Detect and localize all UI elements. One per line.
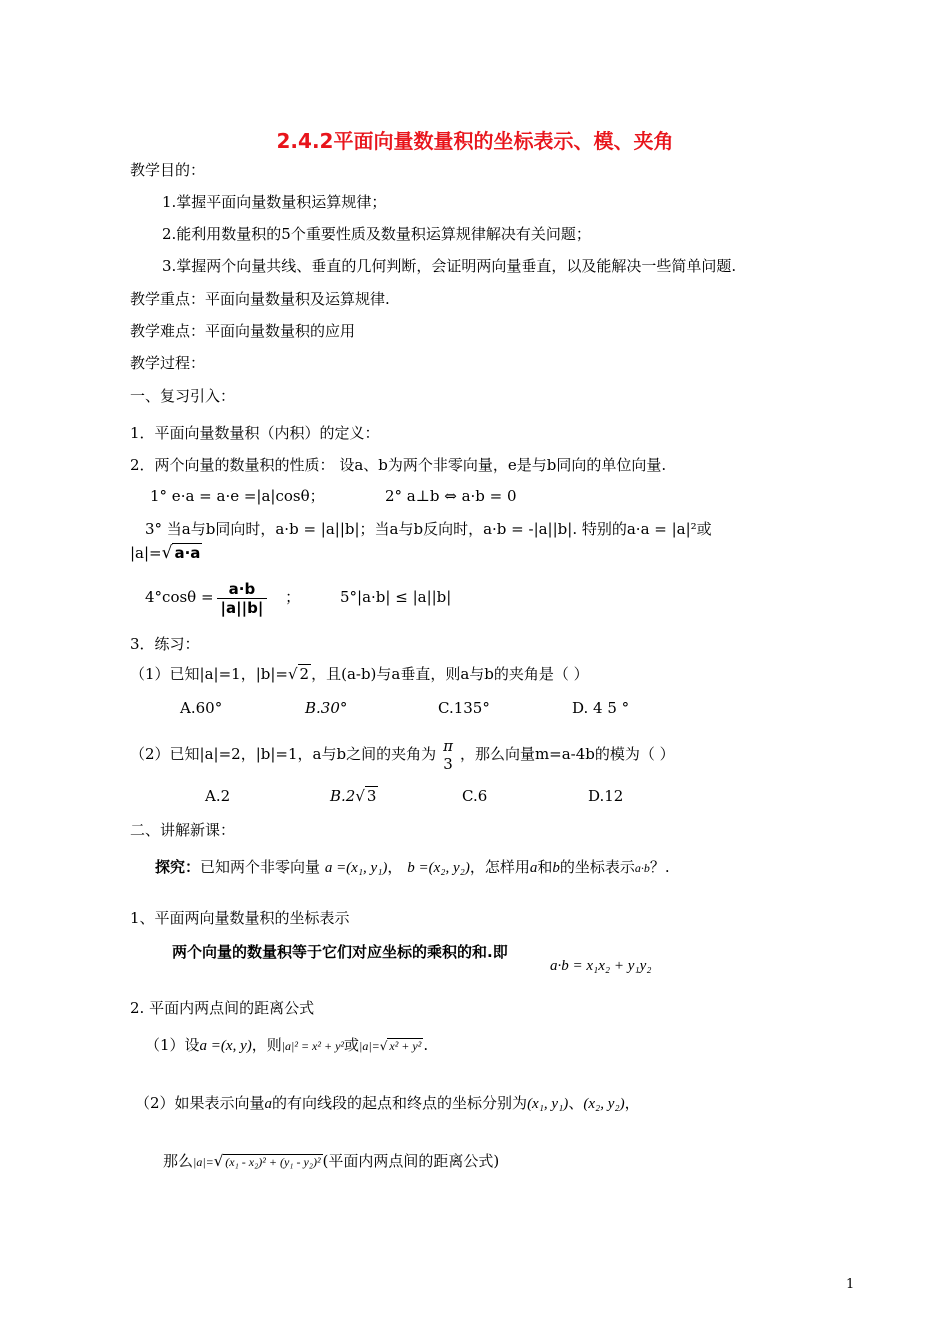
question-2-numerator: π: [443, 737, 453, 755]
process-heading: 教学过程：: [130, 354, 206, 372]
q2-option-b-label: B.2: [330, 787, 356, 805]
new-lesson-heading: 二、讲解新课：: [130, 821, 236, 839]
properties-intro: 2．两个向量的数量积的性质： 设a、b为两个非零向量，e是与b同向的单位向量.: [130, 456, 667, 474]
question-2-part-b: ，那么向量m=a-4b的模为（ ）: [459, 745, 675, 763]
s2-1-vector: a =(x, y): [199, 1038, 252, 1054]
property-4-lhs: 4°cosθ =: [145, 588, 214, 606]
section-2-item-3: 那么|a|=√ (x₁ - x₂)² + (y₁ - y₂)² (平面内两点间的距离公式): [163, 1152, 500, 1170]
s2-1-formula-2-radicand: x² + y²: [389, 1039, 422, 1053]
property-3-modulus: |a|=√ a·a: [130, 543, 201, 563]
objective-item-3: 3.掌握两个向量共线、垂直的几何判断，会证明两向量垂直，以及能解决一些简单问题.: [162, 257, 737, 275]
page-number: 1: [846, 1277, 855, 1292]
question-2-denominator: 3: [443, 755, 453, 773]
property-4-numerator: a·b: [217, 580, 268, 599]
question-1-part-a: （1）已知|a|=1，|b|=: [130, 665, 288, 683]
s2-3-lhs: |a|=: [193, 1155, 214, 1169]
s2-2-point-2: (x₂, y₂): [583, 1096, 625, 1112]
explore-text: 已知两个非零向量: [200, 858, 321, 876]
explore-rest-1: ，怎样用: [469, 858, 530, 876]
explore-end: ？.: [649, 858, 670, 876]
s2-2-point-1: (x₁, y₁): [527, 1096, 569, 1112]
explore-vector-a: a =(x₁, y₁): [324, 860, 388, 876]
explore-b: b: [552, 860, 560, 876]
q1-option-c: C.135°: [438, 699, 490, 717]
s2-1-formula-2-lhs: |a|=: [359, 1039, 380, 1053]
key-point: 教学重点：平面向量数量积及运算规律.: [130, 290, 390, 308]
section-1-text: 两个向量的数量积等于它们对应坐标的乘积的和.即: [172, 943, 508, 961]
q1-option-b: B.30°: [305, 699, 348, 717]
section-2-item-2: [135, 1090, 640, 1117]
question-2-part-a: （2）已知|a|=2，|b|=1，a与b之间的夹角为: [130, 745, 437, 763]
objectives-heading: 教学目的：: [130, 161, 206, 179]
property-4: [145, 577, 300, 617]
s2-1-or: 或: [344, 1036, 360, 1054]
property-5: 5°|a·b| ≤ |a||b|: [340, 588, 452, 606]
property-4-denominator: |a||b|: [220, 598, 264, 617]
s2-3-radicand: (x₁ - x₂)² + (y₁ - y₂)²: [225, 1155, 321, 1169]
q2-option-b: B.2√ 3: [330, 787, 377, 805]
q2-option-d: D.12: [588, 787, 624, 805]
definition-line: 1．平面向量数量积（内积）的定义：: [130, 424, 380, 442]
s2-1-part-a: （1）设: [145, 1036, 200, 1054]
s2-2-end: ，: [624, 1094, 640, 1112]
explore-label: 探究：: [155, 858, 201, 876]
review-heading: 一、复习引入：: [130, 387, 236, 405]
question-1: （1）已知|a|=1，|b|=√ 2 ，且(a-b)与a垂直，则a与b的夹角是（ ）: [130, 665, 589, 683]
section-2-heading: 2. 平面内两点间的距离公式: [130, 999, 315, 1017]
s2-2-separator: 、: [568, 1094, 584, 1112]
explore-line: [155, 853, 670, 882]
s2-1-formula-1: |a|² = x² + y²: [281, 1039, 344, 1053]
question-1-part-b: ，且(a-b)与a垂直，则a与b的夹角是（ ）: [311, 665, 589, 683]
q2-option-c: C.6: [462, 787, 488, 805]
property-1: 1° e·a = a·e =|a|cosθ；: [150, 487, 325, 505]
q2-option-a: A.2: [205, 787, 231, 805]
s2-2-part-b: 的有向线段的起点和终点的坐标分别为: [272, 1094, 528, 1112]
section-2-item-1: （1）设a =(x, y)，则|a|² = x² + y²或|a|=√ x² + y² .: [145, 1036, 429, 1054]
explore-and: 和: [537, 858, 553, 876]
q1-option-a: A.60°: [180, 699, 223, 717]
explore-ab: a·b: [634, 861, 650, 875]
explore-vector-b: b =(x₂, y₂): [407, 860, 470, 876]
property-3: 3° 当a与b同向时，a·b = |a||b|；当a与b反向时，a·b = -|a||b|. 特别的a·a = |a|²或: [145, 520, 712, 538]
explore-a: a: [529, 860, 538, 876]
practice-heading: 3．练习：: [130, 635, 200, 653]
explore-rest-2: 的坐标表示: [559, 858, 635, 876]
modulus-lhs: |a|=: [130, 544, 162, 562]
section-1-heading: 1、平面两向量数量积的坐标表示: [130, 909, 350, 927]
explore-comma: ，: [387, 858, 403, 876]
question-1-radicand: 2: [299, 665, 310, 683]
s2-1-end: .: [423, 1036, 429, 1054]
objective-item-2: 2.能利用数量积的5个重要性质及数量积运算规律解决有关问题；: [162, 225, 591, 243]
objective-item-1: 1.掌握平面向量数量积运算规律；: [162, 193, 387, 211]
page-title: 2.4.2平面向量数量积的坐标表示、模、夹角: [276, 129, 674, 153]
property-2: 2° a⊥b ⇔ a·b = 0: [385, 487, 517, 505]
s2-2-vector: a: [264, 1096, 273, 1112]
q2-option-b-radicand: 3: [366, 787, 377, 805]
section-1-formula: a·b = x₁x₂ + y₁y₂: [550, 958, 652, 974]
s2-2-part-a: （2）如果表示向量: [135, 1094, 265, 1112]
property-4-semicolon: ；: [285, 588, 301, 606]
modulus-radicand: a·a: [174, 544, 201, 562]
question-2: [130, 734, 675, 774]
difficulty: 教学难点：平面向量数量积的应用: [130, 322, 356, 340]
s2-1-part-b: ，则: [251, 1036, 282, 1054]
q1-option-d: D. 4 5 °: [572, 699, 630, 717]
s2-3-part-a: 那么: [163, 1152, 194, 1170]
s2-3-note: (平面内两点间的距离公式): [322, 1152, 500, 1170]
